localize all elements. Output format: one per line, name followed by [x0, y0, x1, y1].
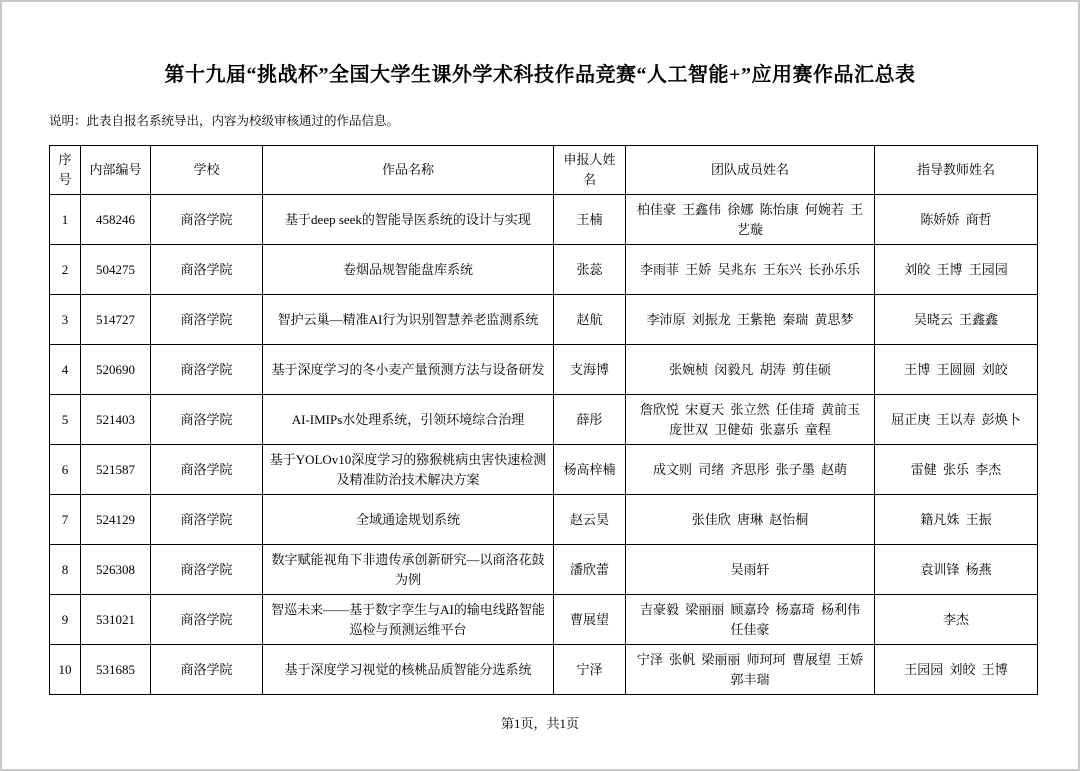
page-title: 第十九届“挑战杯”全国大学生课外学术科技作品竞赛“人工智能+”应用赛作品汇总表 [164, 64, 916, 86]
table-cell: 李沛原 刘振龙 王紫艳 秦瑞 黄思梦 [626, 295, 875, 345]
table-cell: 7 [50, 495, 81, 545]
table-cell: 521403 [81, 395, 151, 445]
table-cell: 3 [50, 295, 81, 345]
table-cell: 基于深度学习的冬小麦产量预测方法与设备研发 [263, 345, 554, 395]
column-header: 内部编号 [81, 146, 151, 195]
table-cell: 陈娇娇 商哲 [875, 195, 1038, 245]
table-cell: 数字赋能视角下非遗传承创新研究—以商洛花鼓为例 [263, 545, 554, 595]
table-cell: 张蕊 [554, 245, 626, 295]
table-row [50, 645, 1038, 695]
table-cell: 9 [50, 595, 81, 645]
table-cell: 张婉桢 闵毅凡 胡涛 剪佳硕 [626, 345, 875, 395]
table-cell: 商洛学院 [151, 595, 263, 645]
table-cell: 屈正庚 王以寿 彭焕卜 [875, 395, 1038, 445]
table-cell: 张佳欣 唐琳 赵怡桐 [626, 495, 875, 545]
column-header: 学校 [151, 146, 263, 195]
table-cell: 宁泽 [554, 645, 626, 695]
table-cell: 支海博 [554, 345, 626, 395]
table-row [50, 495, 1038, 545]
table-cell: 詹欣悦 宋夏天 张立然 任佳琦 黄前玉 庞世双 卫健茹 张嘉乐 童程 [626, 395, 875, 445]
table-row [50, 245, 1038, 295]
table-cell: 2 [50, 245, 81, 295]
table-cell: 智护云巢—精准AI行为识别智慧养老监测系统 [263, 295, 554, 345]
table-row [50, 445, 1038, 495]
table-body [50, 195, 1038, 695]
table-cell: 成文则 司绪 齐思彤 张子墨 赵萌 [626, 445, 875, 495]
table-cell: 潘欣蕾 [554, 545, 626, 595]
table-cell: 5 [50, 395, 81, 445]
table-cell: 曹展望 [554, 595, 626, 645]
table-cell: 商洛学院 [151, 345, 263, 395]
table-cell: 雷健 张乐 李杰 [875, 445, 1038, 495]
table-row [50, 545, 1038, 595]
table-row [50, 345, 1038, 395]
column-header: 团队成员姓名 [626, 146, 875, 195]
note-text: 说明：此表自报名系统导出，内容为校级审核通过的作品信息。 [49, 114, 400, 128]
table-cell: 531685 [81, 645, 151, 695]
table-cell: 商洛学院 [151, 495, 263, 545]
table-cell: 8 [50, 545, 81, 595]
page-number: 第1页，共1页 [500, 716, 579, 732]
table-cell: 王楠 [554, 195, 626, 245]
table-cell: 10 [50, 645, 81, 695]
column-header: 作品名称 [263, 146, 554, 195]
table-cell: 基于deep seek的智能导医系统的设计与实现 [263, 195, 554, 245]
table-cell: 商洛学院 [151, 445, 263, 495]
table-cell: 吴晓云 王鑫鑫 [875, 295, 1038, 345]
table-cell: 504275 [81, 245, 151, 295]
table-cell: 1 [50, 195, 81, 245]
table-cell: 全域通途规划系统 [263, 495, 554, 545]
table-cell: 514727 [81, 295, 151, 345]
table-cell: 商洛学院 [151, 245, 263, 295]
table-cell: 王园园 刘皎 王博 [875, 645, 1038, 695]
table-row [50, 395, 1038, 445]
table-cell: AI-IMIPs水处理系统，引领环境综合治理 [263, 395, 554, 445]
table-cell: 杨高梓楠 [554, 445, 626, 495]
table-cell: 524129 [81, 495, 151, 545]
table-cell: 宁泽 张帆 梁丽丽 师珂珂 曹展望 王娇 郭丰瑞 [626, 645, 875, 695]
table-cell: 531021 [81, 595, 151, 645]
table-cell: 赵云昊 [554, 495, 626, 545]
table-cell: 薛彤 [554, 395, 626, 445]
table-row [50, 295, 1038, 345]
table-cell: 商洛学院 [151, 645, 263, 695]
table-cell: 卷烟品规智能盘库系统 [263, 245, 554, 295]
table-cell: 李杰 [875, 595, 1038, 645]
table-cell: 籍凡姝 王振 [875, 495, 1038, 545]
table-cell: 商洛学院 [151, 195, 263, 245]
table-cell: 526308 [81, 545, 151, 595]
column-header: 指导教师姓名 [875, 146, 1038, 195]
table-cell: 商洛学院 [151, 395, 263, 445]
table-cell: 吴雨轩 [626, 545, 875, 595]
table-row [50, 195, 1038, 245]
table-cell: 赵航 [554, 295, 626, 345]
table-cell: 6 [50, 445, 81, 495]
table-cell: 基于YOLOv10深度学习的猕猴桃病虫害快速检测及精准防治技术解决方案 [263, 445, 554, 495]
table-cell: 商洛学院 [151, 295, 263, 345]
table-cell: 基于深度学习视觉的核桃品质智能分选系统 [263, 645, 554, 695]
table-cell: 袁训锋 杨燕 [875, 545, 1038, 595]
table-cell: 521587 [81, 445, 151, 495]
table-cell: 4 [50, 345, 81, 395]
table-cell: 刘皎 王博 王园园 [875, 245, 1038, 295]
table-cell: 458246 [81, 195, 151, 245]
table-header-row [50, 146, 1038, 195]
table-cell: 吉豪毅 梁丽丽 顾嘉玲 杨嘉琦 杨利伟 任佳豪 [626, 595, 875, 645]
works-summary-table [49, 145, 1038, 695]
table-cell: 李雨菲 王娇 吴兆东 王东兴 长孙乐乐 [626, 245, 875, 295]
table-cell: 520690 [81, 345, 151, 395]
table-cell: 智巡未来——基于数字孪生与AI的输电线路智能巡检与预测运维平台 [263, 595, 554, 645]
column-header: 申报人姓名 [554, 146, 626, 195]
table-row [50, 595, 1038, 645]
table-cell: 王博 王圆圆 刘皎 [875, 345, 1038, 395]
table-cell: 商洛学院 [151, 545, 263, 595]
table-cell: 柏佳豪 王鑫伟 徐娜 陈怡康 何婉若 王艺璇 [626, 195, 875, 245]
column-header: 序号 [50, 146, 81, 195]
